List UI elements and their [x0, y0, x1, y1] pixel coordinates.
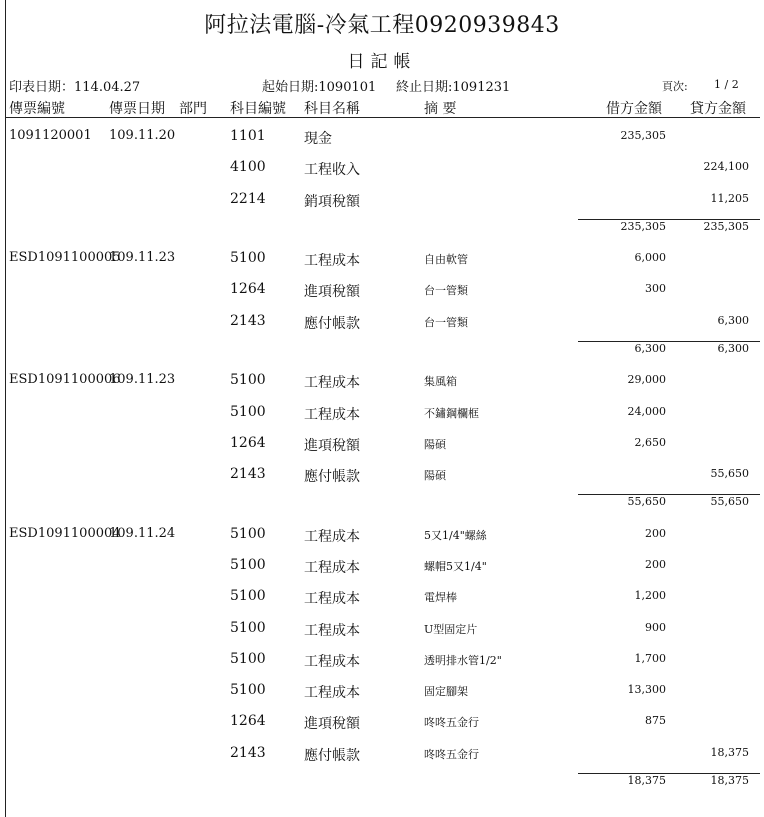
credit-amount: 6,300	[717, 313, 749, 327]
account-name: 工程成本	[304, 559, 360, 576]
account-name: 工程成本	[304, 253, 360, 270]
debit-amount: 200	[645, 557, 666, 571]
debit-amount: 13,300	[627, 683, 666, 697]
line-summary: 透明排水管1/2"	[424, 653, 502, 667]
debit-amount: 24,000	[627, 404, 666, 418]
total-credit: 18,375	[710, 773, 749, 787]
credit-amount: 55,650	[710, 467, 749, 481]
total-debit: 18,375	[627, 773, 666, 787]
line-summary: 台一管類	[424, 315, 468, 329]
header-divider	[5, 117, 760, 118]
account-name: 工程成本	[304, 375, 360, 392]
debit-amount: 235,305	[620, 129, 666, 142]
voucher-number: ESD1091100004	[9, 525, 121, 541]
line-summary: 5又1/4"螺絲	[424, 528, 487, 542]
col-header-summary: 摘 要	[424, 101, 457, 117]
account-code: 2143	[230, 466, 266, 483]
account-name: 工程成本	[304, 653, 360, 670]
credit-amount: 18,375	[710, 745, 749, 759]
account-code: 5100	[230, 403, 266, 420]
account-name: 工程成本	[304, 406, 360, 423]
line-summary: U型固定片	[424, 622, 478, 636]
debit-amount: 2,650	[634, 435, 666, 449]
total-debit: 235,305	[620, 219, 666, 233]
voucher-number: 1091120001	[9, 128, 92, 143]
col-header-account-name: 科目名稱	[304, 101, 360, 117]
voucher-date: 109.11.23	[109, 372, 176, 388]
account-name: 應付帳款	[304, 747, 360, 764]
voucher-date: 109.11.24	[109, 525, 176, 541]
line-summary: 固定腳架	[424, 685, 468, 699]
account-code: 5100	[230, 525, 266, 542]
col-header-account-code: 科目編號	[230, 101, 286, 117]
total-credit: 235,305	[703, 219, 749, 233]
col-header-dept: 部門	[179, 101, 207, 117]
credit-amount: 11,205	[710, 191, 749, 205]
print-date: 印表日期：114.04.27	[9, 80, 141, 95]
line-summary: 咚咚五金行	[424, 747, 479, 761]
start-date: 起始日期:1090101	[262, 80, 377, 95]
debit-amount: 29,000	[627, 373, 666, 387]
line-summary: 電焊棒	[424, 591, 457, 605]
total-credit: 6,300	[717, 341, 749, 355]
line-summary: 咚咚五金行	[424, 716, 479, 730]
line-summary: 螺帽5又1/4"	[424, 559, 487, 573]
line-summary: 集風箱	[424, 375, 457, 389]
account-code: 5100	[230, 372, 266, 389]
account-code: 5100	[230, 682, 266, 699]
account-name: 進項稅額	[304, 716, 360, 733]
page-number: 1 / 2	[714, 78, 739, 91]
account-code: 1264	[230, 434, 266, 451]
col-header-voucher-no: 傳票編號	[9, 101, 65, 117]
account-name: 進項稅額	[304, 284, 360, 301]
left-margin-line	[5, 0, 6, 817]
account-code: 5100	[230, 650, 266, 667]
account-code: 2143	[230, 312, 266, 329]
col-header-voucher-date: 傳票日期	[109, 101, 165, 117]
col-header-credit: 貸方金額	[690, 101, 746, 117]
line-summary: 陽碩	[424, 437, 446, 451]
account-code: 4100	[230, 159, 266, 176]
col-header-debit: 借方金額	[606, 101, 662, 117]
report-title: 日記帳	[347, 52, 417, 72]
account-code: 1101	[230, 128, 266, 144]
end-date: 終止日期:1091231	[396, 80, 511, 95]
account-code: 1264	[230, 281, 266, 298]
account-name: 工程成本	[304, 591, 360, 608]
company-title: 阿拉法電腦-冷氣工程0920939843	[204, 13, 560, 38]
account-name: 工程成本	[304, 622, 360, 639]
page-label: 頁次:	[662, 80, 688, 93]
account-name: 應付帳款	[304, 469, 360, 486]
voucher-date: 109.11.20	[109, 128, 176, 143]
total-credit: 55,650	[710, 495, 749, 509]
line-summary: 陽碩	[424, 469, 446, 483]
debit-amount: 200	[645, 526, 666, 540]
account-name: 工程成本	[304, 685, 360, 702]
voucher-date: 109.11.23	[109, 250, 176, 266]
line-summary: 自由軟管	[424, 253, 468, 267]
account-name: 工程成本	[304, 528, 360, 545]
account-code: 2214	[230, 190, 266, 207]
line-summary: 不鏽鋼欄框	[424, 406, 479, 420]
debit-amount: 900	[645, 620, 666, 634]
total-debit: 6,300	[634, 341, 666, 355]
account-name: 現金	[304, 131, 332, 147]
debit-amount: 1,200	[634, 589, 666, 603]
voucher-number: ESD1091100005	[9, 250, 121, 266]
account-name: 應付帳款	[304, 315, 360, 332]
voucher-number: ESD1091100006	[9, 372, 121, 388]
account-code: 5100	[230, 588, 266, 605]
credit-amount: 224,100	[703, 160, 749, 174]
account-name: 進項稅額	[304, 437, 360, 454]
debit-amount: 300	[645, 282, 666, 296]
debit-amount: 6,000	[634, 251, 666, 265]
account-name: 銷項稅額	[304, 193, 360, 210]
account-name: 工程收入	[304, 162, 360, 179]
account-code: 2143	[230, 744, 266, 761]
account-code: 1264	[230, 713, 266, 730]
line-summary: 台一管類	[424, 284, 468, 298]
account-code: 5100	[230, 619, 266, 636]
account-code: 5100	[230, 556, 266, 573]
account-code: 5100	[230, 250, 266, 267]
total-debit: 55,650	[627, 495, 666, 509]
debit-amount: 875	[645, 714, 666, 728]
debit-amount: 1,700	[634, 651, 666, 665]
